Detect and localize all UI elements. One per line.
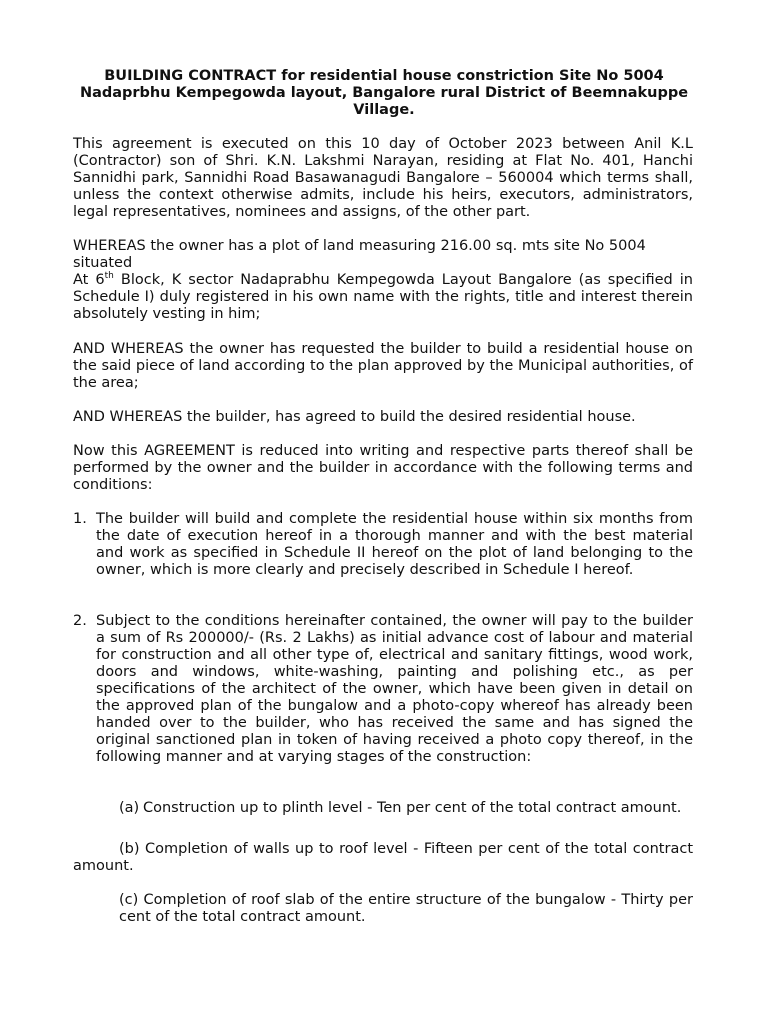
sub-clause-a-label: (a) [119,800,140,816]
now-agreement-paragraph: Now this AGREEMENT is reduced into writing and respective parts thereof shall be performed by the owner and the builder in accordance with the following terms and conditions: [73,443,693,493]
whereas-request-paragraph: AND WHEREAS the owner has requested the builder to build a residential house on the said piece of land according to the plan approved by the Municipal authorities, of the area; [73,341,693,391]
document-title: BUILDING CONTRACT for residential house constriction Site No 5004 Nadaprbhu Kempegowda layout, Bangalore rural District of Beemnakuppe Village. [79,68,689,118]
sub-clause-a [119,800,693,817]
whereas-plot-paragraph [73,238,693,323]
list-item-text: The builder will build and complete the residential house within six months from the date of execution hereof in a thorough manner and with the best material and work as specified in Schedule II hereof on the plot of land belonging to the owner, which is more clearly and precisely described in Schedule I hereof. [96,511,693,578]
whereas-agreed-paragraph: AND WHEREAS the builder, has agreed to build the desired residential house. [73,409,636,425]
whereas-plot-line2 [73,272,693,323]
ordinal-suffix: th [104,271,114,282]
list-item-number: 2. [73,613,87,629]
intro-paragraph: This agreement is executed on this 10 day of October 2023 between Anil K.L (Contractor) son of Shri. K.N. Lakshmi Narayan, residing at Flat No. 401, Hanchi Sannidhi park, Sannidhi Road Basawanagudi Bangalore – 560004 which terms shall, unless the context otherwise admits, include his heirs, executors, administrators, legal representatives, nominees and assigns, of the other part. [73,136,693,220]
sub-clause-c: (c) Completion of roof slab of the entire structure of the bungalow - Thirty per cent of the total contract amount. [119,892,693,925]
whereas-plot-rest: Block, K sector Nadaprabhu Kempegowda Layout Bangalore (as specified in Schedule I) duly registered in his own name with the rights, title and interest therein absolutely vesting in him; [73,272,693,322]
list-item-number: 1. [73,511,87,527]
sub-clause-b: (b) Completion of walls up to roof level - Fifteen per cent of the total contract amount. [73,841,693,874]
list-item [73,511,693,579]
sub-clause-a-text: Construction up to plinth level - Ten per cent of the total contract amount. [143,800,682,816]
list-item-text: Subject to the conditions hereinafter contained, the owner will pay to the builder a sum of Rs 200000/- (Rs. 2 Lakhs) as initial advance cost of labour and material for construction and all other type of, electrical and sanitary fittings, wood work, doors and windows, white-washing, painting and polishing etc., as per specifications of the architect of the owner, which have been given in detail on the approved plan of the bungalow and a photo-copy whereof has already been handed over to the builder, who has received the same and has signed the original sanctioned plan in token of having received a photo copy thereof, in the following manner and at varying stages of the construction: [96,613,693,765]
list-item [73,613,693,766]
block-number: At 6 [73,272,105,288]
whereas-plot-line1: WHEREAS the owner has a plot of land measuring 216.00 sq. mts site No 5004 situated [73,238,646,271]
